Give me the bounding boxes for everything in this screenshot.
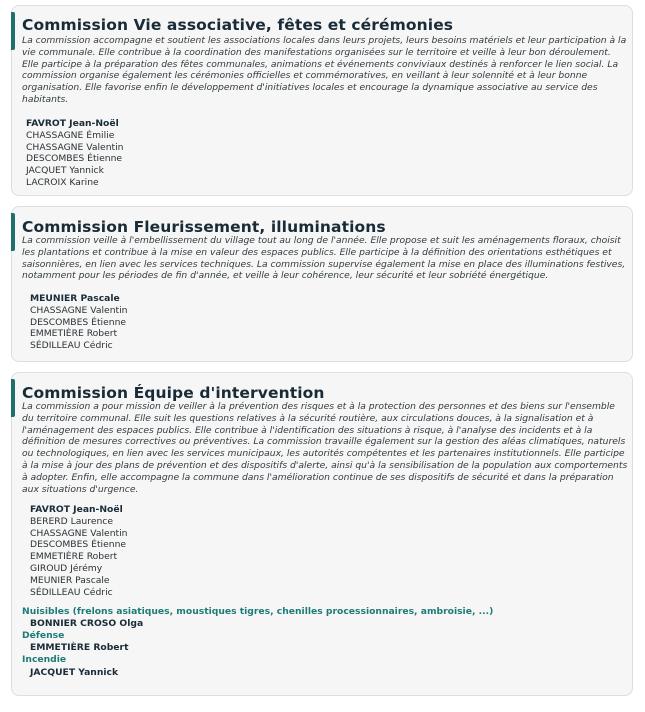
commission-title: Commission Équipe d'intervention: [22, 384, 325, 402]
commission-title: Commission Fleurissement, illuminations: [22, 218, 386, 236]
member: DESCOMBES Étienne: [26, 153, 123, 165]
member: EMMETIÈRE Robert: [30, 328, 118, 340]
member-lead: FAVROT Jean-Noël: [30, 504, 123, 515]
member: MEUNIER Pascale: [30, 574, 110, 586]
member-list: [30, 293, 128, 352]
commission-description: La commission accompagne et soutient les associations locales dans leurs projets, leurs besoins matériels et leur participation à la vie communale. Elle contribue à la coordination des manifestations organisées sur le territoire et veille à leur bon déroulement. Elle participe à la préparation des fêtes communales, animations et événements conviviaux destinés à renforcer le lien social. La commission organise également les cérémonies officielles et commémoratives, en veillant à leur solennité et à leur bonne organisation. Elle favorise enfin le développement d'initiatives locales et encourage la dynamique associative au service des habitants.: [22, 35, 627, 105]
member: GIROUD Jérémy: [30, 562, 103, 574]
card-accent-bar: [11, 213, 15, 251]
member: CHASSAGNE Valentin: [26, 141, 124, 153]
card-accent-bar: [11, 379, 15, 417]
commission-description: La commission veille à l'embellissement du village tout au long de l'année. Elle propose et suit les aménagements floraux, choisit les plantations et contribue à la mise en valeur des espaces publics. Elle participe à la définition des orientations esthétiques et saisonnières, en lien avec les services techniques. La commission supervise également la mise en place des illuminations festives, notamment pour les périodes de fin d'année, et veille à leur cohérence, leur sécurité et leur sobriété énergétique.: [22, 235, 626, 282]
commission-card-equipe-intervention: [11, 372, 633, 696]
member: SÉDILLEAU Cédric: [30, 340, 113, 352]
subgroup-member: BONNIER CROSO Olga: [30, 618, 144, 629]
member-lead: MEUNIER Pascale: [30, 293, 120, 304]
commission-description: La commission a pour mission de veiller à la prévention des risques et à la protection des personnes et des biens sur l'ensemble du territoire communal. Elle suit les questions relatives à la sécurité routière, aux circulations douces, à la signalisation et à l'aménagement des espaces publics. Elle contribue à l'identification des situations à risque, à l'analyse des incidents et à la définition de mesures correctives ou préventives. La commission travaille également sur la gestion des aléas climatiques, naturels ou technologiques, en lien avec les services municipaux, les autorités compétentes et les partenaires institutionnels. Elle participe à la mise à jour des plans de prévention et des dispositifs d'alerte, ainsi qu'à la sensibilisation de la population aux comportements à adopter. Enfin, elle accompagne la commune dans l'amélioration continue de ses dispositifs de sécurité et dans la préparation aux situations d'urgence.: [22, 401, 628, 495]
member: BERERD Laurence: [30, 515, 114, 527]
subgroup-title-defense: Défense: [22, 630, 65, 641]
member-list: [26, 118, 124, 189]
member: JACQUET Yannick: [26, 165, 104, 177]
member: CHASSAGNE Valentin: [30, 304, 128, 316]
member: DESCOMBES Étienne: [30, 539, 127, 551]
member-lead: FAVROT Jean-Noël: [26, 118, 119, 129]
member-list: [30, 504, 128, 598]
commission-title: Commission Vie associative, fêtes et cérémonies: [22, 16, 454, 34]
member: CHASSAGNE Émilie: [26, 129, 115, 141]
member: CHASSAGNE Valentin: [30, 527, 128, 539]
commission-card-vie-associative: [11, 5, 633, 196]
member: SÉDILLEAU Cédric: [30, 586, 113, 598]
member: LACROIX Karine: [26, 176, 99, 188]
subgroup-member: EMMETIÈRE Robert: [30, 642, 129, 653]
commission-card-fleurissement: [11, 206, 633, 362]
member: EMMETIÈRE Robert: [30, 551, 118, 563]
subgroup-title-incendie: Incendie: [22, 654, 67, 665]
member: DESCOMBES Étienne: [30, 316, 127, 328]
subgroup-member: JACQUET Yannick: [30, 667, 119, 678]
card-accent-bar: [11, 12, 15, 50]
subgroup-title-nuisibles: Nuisibles (frelons asiatiques, moustiques tigres, chenilles processionnaires, ambroisie, ...): [22, 606, 494, 617]
